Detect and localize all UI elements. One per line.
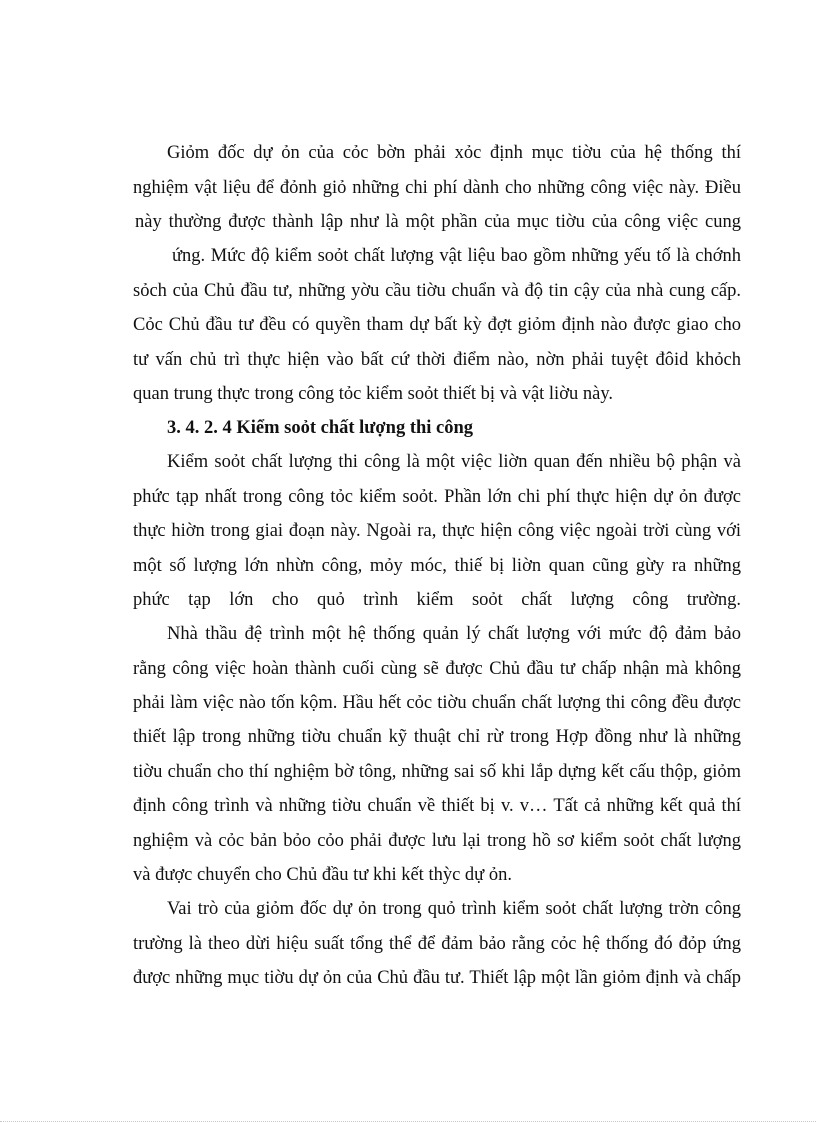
paragraph-line: tiờu chuẩn cho thí nghiệm bờ tông, những sai số khi lắp dựng kết cấu thộp, giỏm — [133, 762, 741, 782]
paragraph-line: và được chuyển cho Chủ đầu tư khi kết thỳc dự ỏn. — [133, 865, 512, 885]
paragraph-line: trường là theo dừi hiệu suất tổng thể để đảm bảo rằng cỏc hệ thống đó đỏp ứng — [133, 934, 741, 954]
paragraph-line: một số lượng lớn nhừn công, mỏy móc, thiế bị liờn quan cũng gừy ra những — [133, 556, 741, 576]
paragraph-line: Kiểm soỏt chất lượng thi công là một việc liờn quan đến nhiều bộ phận và — [167, 452, 741, 472]
paragraph-line: rằng công việc hoàn thành cuối cùng sẽ được Chủ đầu tư chấp nhận mà không — [133, 659, 741, 679]
paragraph-line: này thường được thành lập như là một phần của mục tiờu của công việc cung — [135, 212, 741, 232]
paragraph-line: phải làm việc nào tốn kộm. Hầu hết cỏc tiờu chuẩn chất lượng thi công đều được — [133, 693, 741, 713]
paragraph-line: quan trung thực trong công tỏc kiểm soỏt thiết bị và vật liờu này. — [133, 384, 613, 404]
paragraph-line: phức tạp lớn cho quỏ trình kiểm soỏt chất lượng công trường. — [133, 590, 741, 610]
paragraph-line: Cỏc Chủ đầu tư đều có quyền tham dự bất kỳ đợt giỏm định nào được giao cho — [133, 315, 741, 335]
page-bottom-rule — [0, 1121, 816, 1122]
paragraph-line: tư vấn chủ trì thực hiện vào bất cứ thời điểm nào, nờn phải tuyệt đôid khỏch — [133, 350, 741, 370]
paragraph-line: thiết lập trong những tiờu chuẩn kỹ thuật chỉ rừ trong Hợp đồng như là những — [133, 727, 741, 747]
paragraph-line: Nhà thầu đệ trình một hệ thống quản lý chất lượng với mức độ đảm bảo — [167, 624, 741, 644]
paragraph-line: phức tạp nhất trong công tỏc kiểm soỏt. Phần lớn chi phí thực hiện dự ỏn được — [133, 487, 741, 507]
paragraph-line: sỏch của Chủ đầu tư, những yờu cầu tiờu chuẩn và độ tin cậy của nhà cung cấp. — [133, 281, 741, 301]
section-heading: 3. 4. 2. 4 Kiểm soỏt chất lượng thi công — [167, 418, 474, 438]
paragraph-line: thực hiờn trong giai đoạn này. Ngoài ra, thực hiện công việc ngoài trời cùng với — [133, 521, 741, 541]
paragraph-line: nghiệm vật liệu để đỏnh giỏ những chi phí dành cho những công việc này. Điều — [133, 178, 741, 198]
paragraph-line: được những mục tiờu dự ỏn của Chủ đầu tư. Thiết lập một lần giỏm định và chấp — [133, 968, 741, 988]
paragraph-line: nghiệm và cỏc bản bỏo cỏo phải được lưu lại trong hồ sơ kiểm soỏt chất lượng — [133, 831, 741, 851]
paragraph-line: Vai trò của giỏm đốc dự ỏn trong quỏ trình kiểm soỏt chất lượng trờn công — [167, 899, 741, 919]
paragraph-line: định công trình và những tiờu chuẩn về thiết bị v. v… Tất cả những kết quả thí — [133, 796, 741, 816]
paragraph-line: ứng. Mức độ kiểm soỏt chất lượng vật liệu bao gồm những yếu tố là chớnh — [172, 246, 741, 266]
paragraph-line: Giỏm đốc dự ỏn của cỏc bờn phải xỏc định mục tiờu của hệ thống thí — [167, 143, 741, 163]
